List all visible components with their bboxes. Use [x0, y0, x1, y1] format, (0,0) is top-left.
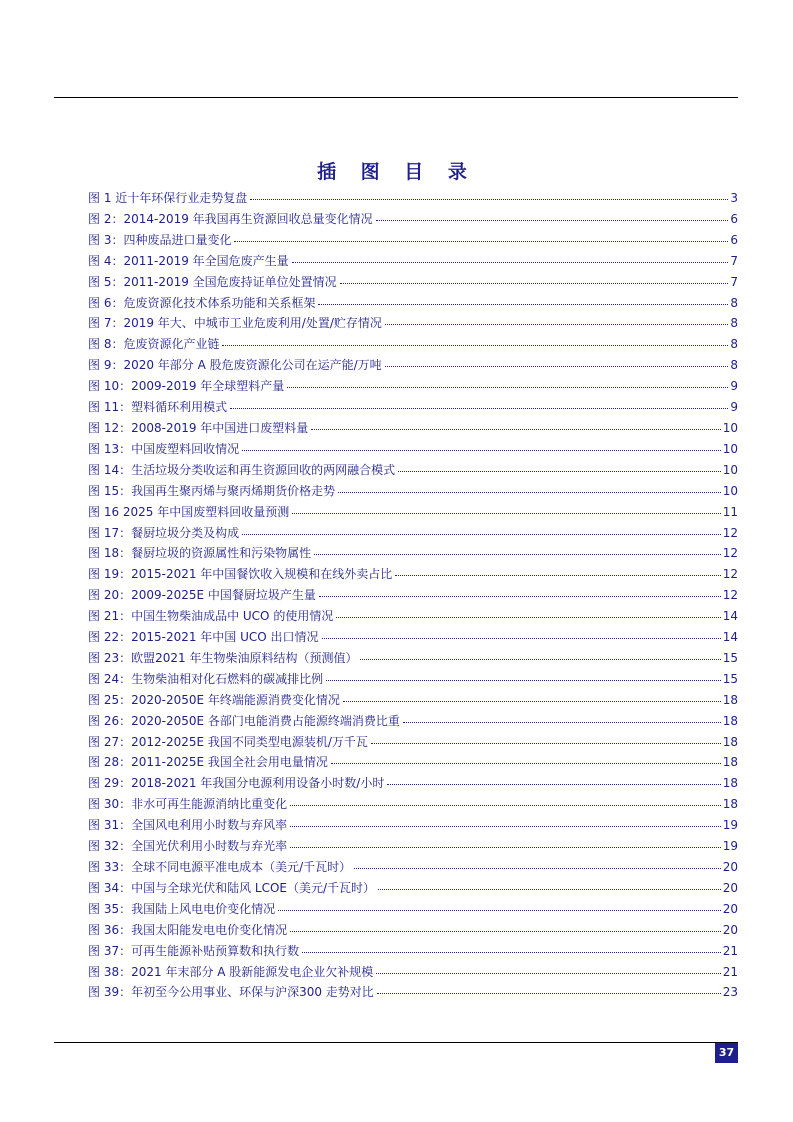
toc-entry[interactable] [88, 628, 738, 649]
toc-entry-label: 图 13：中国废塑料回收情况 [88, 441, 240, 456]
toc-entry[interactable] [88, 335, 738, 356]
toc-entry-page: 21 [722, 964, 738, 979]
toc-entry-label: 图 31：全国风电利用小时数与弃风率 [88, 818, 288, 833]
toc-entry-page: 18 [722, 776, 738, 791]
toc-entry-label: 图 19：2015-2021 年中国餐饮收入规模和在线外卖占比 [88, 567, 393, 582]
dot-leader [377, 993, 721, 994]
dot-leader [302, 952, 721, 953]
toc-entry[interactable] [88, 252, 738, 273]
toc-entry-label: 图 39：年初至今公用事业、环保与沪深300 走势对比 [88, 985, 374, 1000]
toc-entry[interactable] [88, 544, 738, 565]
toc-entry-label: 图 7：2019 年大、中城市工业危废利用/处置/贮存情况 [88, 316, 382, 331]
toc-entry[interactable] [88, 607, 738, 628]
header-rule [54, 97, 738, 98]
toc-entry-label: 图 11：塑料循环利用模式 [88, 400, 228, 415]
dot-leader [378, 889, 721, 890]
dot-leader [234, 241, 728, 242]
toc-entry[interactable] [88, 189, 738, 210]
dot-leader [292, 262, 729, 263]
toc-entry[interactable] [88, 983, 738, 1004]
toc-entry-page: 12 [722, 546, 738, 561]
toc-entry-label: 图 3：四种废品进口量变化 [88, 232, 232, 247]
toc-entry-page: 19 [722, 818, 738, 833]
toc-entry-label: 图 5：2011-2019 全国危废持证单位处置情况 [88, 274, 337, 289]
toc-entry[interactable] [88, 942, 738, 963]
page-title: 插 图 目 录 [317, 161, 476, 183]
toc-entry-page: 20 [722, 901, 738, 916]
toc-entry[interactable] [88, 753, 738, 774]
toc-entry-label: 图 23：欧盟2021 年生物柴油原料结构（预测值） [88, 650, 358, 665]
figure-list [88, 189, 738, 1004]
toc-entry-label: 图 10：2009-2019 年全球塑料产量 [88, 379, 285, 394]
toc-entry-label: 图 8：危废资源化产业链 [88, 337, 220, 352]
toc-entry-page: 15 [722, 671, 738, 686]
toc-entry-label: 图 37：可再生能源补贴预算数和执行数 [88, 943, 300, 958]
toc-entry-page: 3 [730, 191, 738, 205]
dot-leader [287, 387, 728, 388]
toc-entry-label: 图 29：2018-2021 年我国分电源利用设备小时数/小时 [88, 776, 385, 791]
dot-leader [278, 910, 721, 911]
dot-leader [290, 931, 721, 932]
toc-entry[interactable] [88, 586, 738, 607]
toc-entry[interactable] [88, 210, 738, 231]
toc-entry[interactable] [88, 733, 738, 754]
toc-entry[interactable] [88, 963, 738, 984]
toc-entry-page: 6 [730, 211, 738, 226]
dot-leader [385, 324, 728, 325]
page-number-badge: 37 [715, 1043, 738, 1063]
toc-entry[interactable] [88, 565, 738, 586]
toc-entry[interactable] [88, 795, 738, 816]
dot-leader [376, 220, 729, 221]
dot-leader [250, 199, 728, 200]
toc-entry-page: 12 [722, 525, 738, 540]
dot-leader [376, 973, 720, 974]
toc-entry-page: 14 [722, 609, 738, 624]
toc-entry-page: 10 [722, 483, 738, 498]
dot-leader [354, 868, 721, 869]
toc-entry-label: 图 34：中国与全球光伏和陆风 LCOE（美元/千瓦时） [88, 880, 376, 895]
dot-leader [340, 283, 729, 284]
toc-entry-page: 9 [730, 379, 738, 394]
toc-entry-label: 图 38：2021 年末部分 A 股新能源发电企业欠补规模 [88, 964, 374, 979]
toc-entry-page: 19 [722, 839, 738, 854]
dot-leader [290, 805, 721, 806]
toc-entry-label: 图 33：全球不同电源平准电成本（美元/千瓦时） [88, 860, 352, 874]
dot-leader [311, 429, 720, 430]
toc-entry-label: 图 26：2020-2050E 各部门电能消费占能源终端消费比重 [88, 713, 400, 728]
toc-entry[interactable] [88, 294, 738, 315]
toc-entry[interactable] [88, 461, 738, 482]
dot-leader [338, 492, 721, 493]
toc-entry-label: 图 32：全国光伏利用小时数与弃光率 [88, 839, 288, 854]
toc-entry-label: 图 12：2008-2019 年中国进口废塑料量 [88, 420, 309, 435]
toc-entry-label: 图 17：餐厨垃圾分类及构成 [88, 525, 240, 540]
toc-entry-label: 图 4：2011-2019 年全国危废产生量 [88, 253, 289, 268]
dot-leader [230, 408, 728, 409]
toc-entry-label: 图 21：中国生物柴油成品中 UCO 的使用情况 [88, 609, 334, 624]
toc-entry-label: 图 6：危废资源化技术体系功能和关系框架 [88, 295, 316, 310]
toc-entry-label: 图 2：2014-2019 年我国再生资源回收总量变化情况 [88, 211, 373, 226]
toc-entry-page: 7 [730, 253, 738, 268]
toc-entry[interactable] [88, 398, 738, 419]
toc-entry[interactable] [88, 900, 738, 921]
dot-leader [331, 763, 721, 764]
toc-entry[interactable] [88, 670, 738, 691]
dot-leader [322, 638, 721, 639]
toc-entry-page: 6 [730, 232, 738, 247]
toc-entry-page: 10 [722, 462, 738, 477]
toc-entry-page: 8 [730, 337, 738, 352]
dot-leader [387, 784, 720, 785]
dot-leader [319, 596, 721, 597]
toc-entry-page: 10 [722, 420, 738, 435]
toc-entry-label: 图 20：2009-2025E 中国餐厨垃圾产生量 [88, 588, 316, 603]
toc-entry[interactable] [88, 482, 738, 503]
dot-leader [360, 659, 720, 660]
toc-entry-label: 图 22：2015-2021 年中国 UCO 出口情况 [88, 630, 319, 645]
toc-entry-page: 20 [722, 922, 738, 937]
dot-leader [290, 826, 721, 827]
toc-entry-label: 图 14：生活垃圾分类收运和再生资源回收的两网融合模式 [88, 462, 396, 477]
dot-leader [336, 617, 720, 618]
toc-entry[interactable] [88, 503, 738, 524]
toc-entry-page: 9 [730, 400, 738, 415]
toc-entry-page: 23 [722, 985, 738, 1000]
toc-entry[interactable] [88, 231, 738, 252]
toc-entry[interactable] [88, 816, 738, 837]
toc-entry-page: 10 [722, 441, 738, 456]
dot-leader [371, 743, 721, 744]
toc-entry-label: 图 35：我国陆上风电电价变化情况 [88, 901, 276, 916]
toc-entry-label: 图 28：2011-2025E 我国全社会用电量情况 [88, 755, 328, 770]
dot-leader [242, 450, 721, 451]
toc-entry-page: 15 [722, 650, 738, 665]
toc-entry[interactable] [88, 837, 738, 858]
toc-entry[interactable] [88, 419, 738, 440]
dot-leader [222, 345, 728, 346]
dot-leader [242, 534, 721, 535]
toc-entry[interactable] [88, 377, 738, 398]
toc-entry-page: 18 [722, 734, 738, 749]
toc-entry-page: 20 [722, 880, 738, 895]
toc-entry[interactable] [88, 314, 738, 335]
toc-entry-label: 图 9：2020 年部分 A 股危废资源化公司在运产能/万吨 [88, 358, 382, 373]
toc-entry-page: 7 [730, 274, 738, 289]
toc-entry-label: 图 24：生物柴油相对化石燃料的碳减排比例 [88, 671, 324, 686]
toc-entry[interactable] [88, 879, 738, 900]
dot-leader [314, 554, 721, 555]
dot-leader [290, 847, 721, 848]
toc-entry-page: 18 [722, 797, 738, 812]
toc-entry[interactable] [88, 712, 738, 733]
toc-entry[interactable] [88, 691, 738, 712]
toc-entry-page: 8 [730, 295, 738, 310]
dot-leader [385, 366, 729, 367]
toc-entry-page: 18 [722, 692, 738, 707]
dot-leader [326, 680, 721, 681]
dot-leader [403, 722, 721, 723]
dot-leader [395, 575, 720, 576]
toc-entry-page: 12 [722, 588, 738, 603]
toc-entry-label: 图 25：2020-2050E 年终端能源消费变化情况 [88, 692, 340, 707]
toc-entry-page: 11 [722, 504, 738, 519]
toc-entry[interactable] [88, 356, 738, 377]
toc-entry-page: 20 [722, 860, 738, 874]
toc-entry-label: 图 1 近十年环保行业走势复盘 [88, 191, 248, 205]
dot-leader [343, 701, 721, 702]
toc-entry[interactable] [88, 649, 738, 670]
toc-entry-label: 图 16 2025 年中国废塑料回收量预测 [88, 504, 290, 519]
toc-entry-label: 图 27：2012-2025E 我国不同类型电源装机/万千瓦 [88, 734, 368, 749]
toc-entry-label: 图 18：餐厨垃圾的资源属性和污染物属性 [88, 546, 312, 561]
toc-entry-label: 图 36：我国太阳能发电电价变化情况 [88, 922, 288, 937]
toc-entry[interactable] [88, 440, 738, 461]
toc-entry-label: 图 30：非水可再生能源消纳比重变化 [88, 797, 288, 812]
toc-entry[interactable] [88, 921, 738, 942]
toc-entry-label: 图 15：我国再生聚丙烯与聚丙烯期货价格走势 [88, 483, 336, 498]
dot-leader [318, 304, 728, 305]
toc-entry-page: 18 [722, 755, 738, 770]
toc-entry-page: 18 [722, 713, 738, 728]
toc-entry-page: 21 [722, 943, 738, 958]
dot-leader [292, 513, 720, 514]
toc-entry[interactable] [88, 774, 738, 795]
toc-entry-page: 14 [722, 630, 738, 645]
toc-entry-page: 8 [730, 316, 738, 331]
toc-entry[interactable] [88, 273, 738, 294]
toc-entry-page: 12 [722, 567, 738, 582]
toc-entry[interactable] [88, 524, 738, 545]
dot-leader [398, 471, 721, 472]
toc-entry-page: 8 [730, 358, 738, 373]
toc-entry[interactable] [88, 858, 738, 879]
footer-rule [54, 1042, 738, 1043]
